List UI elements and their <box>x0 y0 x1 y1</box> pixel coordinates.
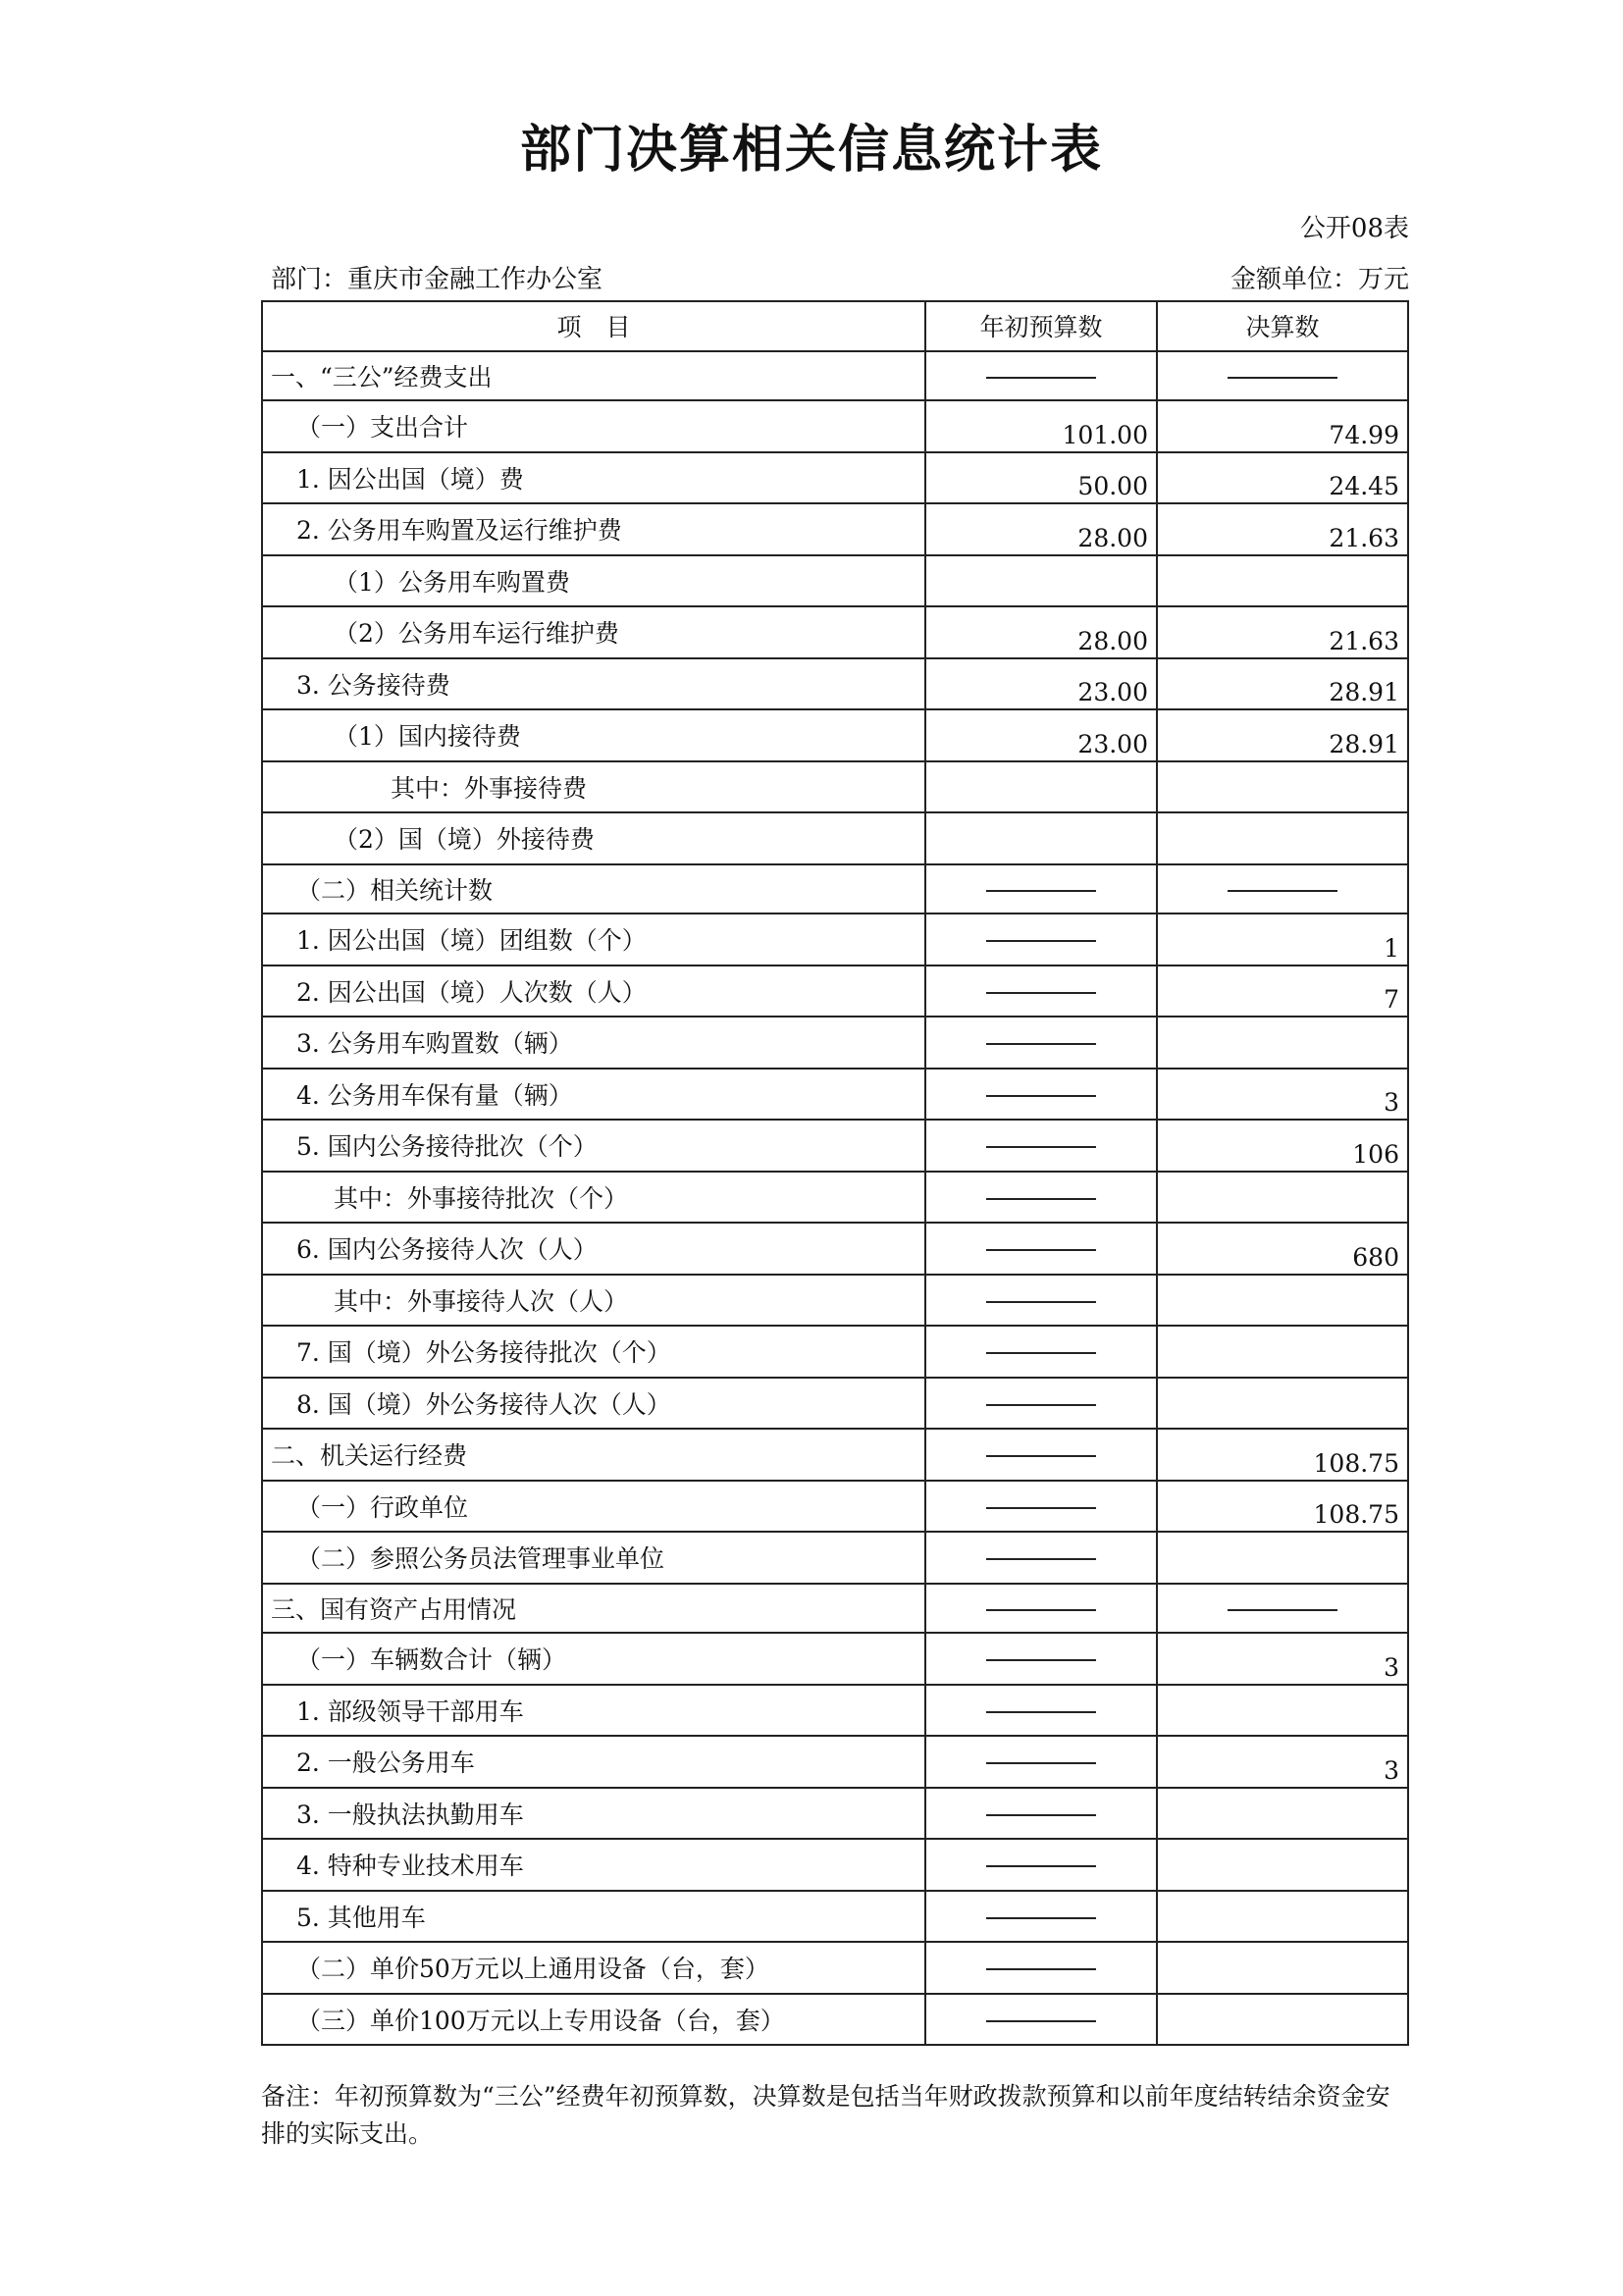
not-applicable-dash <box>986 1659 1096 1661</box>
cell-budget <box>925 1891 1157 1943</box>
row-label: （1）公务用车购置费 <box>262 555 925 607</box>
row-label: （2）公务用车运行维护费 <box>262 606 925 658</box>
cell-budget <box>925 1378 1157 1430</box>
footnote: 备注：年初预算数为“三公”经费年初预算数，决算数是包括当年财政拨款预算和以前年度结转结余资金安排的实际支出。 <box>261 2082 1390 2148</box>
not-applicable-dash <box>986 1455 1096 1457</box>
not-applicable-dash <box>986 2020 1096 2022</box>
table-row <box>262 1942 1408 1994</box>
table-row <box>262 965 1408 1018</box>
not-applicable-dash <box>986 890 1096 892</box>
row-label: （二）参照公务员法管理事业单位 <box>262 1532 925 1584</box>
cell-final <box>1157 1994 1408 2046</box>
cell-budget: 23.00 <box>925 709 1157 761</box>
cell-final: 108.75 <box>1157 1429 1408 1481</box>
cell-budget <box>925 1633 1157 1685</box>
cell-budget <box>925 1326 1157 1378</box>
table-row <box>262 1326 1408 1378</box>
cell-budget: 28.00 <box>925 606 1157 658</box>
table-row <box>262 658 1408 710</box>
cell-final: 74.99 <box>1157 400 1408 452</box>
table-row <box>262 761 1408 813</box>
not-applicable-dash <box>1228 377 1337 379</box>
cell-final: 3 <box>1157 1633 1408 1685</box>
table-row <box>262 709 1408 761</box>
not-applicable-dash <box>1228 1609 1337 1611</box>
header-budget: 年初预算数 <box>925 301 1157 351</box>
not-applicable-dash <box>986 1043 1096 1045</box>
row-label: 5. 其他用车 <box>262 1891 925 1943</box>
not-applicable-dash <box>986 377 1096 379</box>
row-label: 1. 因公出国（境）团组数（个） <box>262 913 925 965</box>
cell-final <box>1157 1584 1408 1634</box>
table-row <box>262 400 1408 452</box>
row-label: 二、机关运行经费 <box>262 1429 925 1481</box>
cell-final: 108.75 <box>1157 1481 1408 1533</box>
cell-budget <box>925 1429 1157 1481</box>
table-row <box>262 1120 1408 1172</box>
amount-unit-label: 金额单位：万元 <box>1230 265 1409 294</box>
not-applicable-dash <box>986 1917 1096 1919</box>
row-label: 1. 因公出国（境）费 <box>262 452 925 504</box>
table-row <box>262 1584 1408 1634</box>
row-label: 1. 部级领导干部用车 <box>262 1685 925 1737</box>
cell-final: 1 <box>1157 913 1408 965</box>
cell-budget: 28.00 <box>925 503 1157 555</box>
cell-budget <box>925 1120 1157 1172</box>
table-row <box>262 864 1408 914</box>
table-row <box>262 1275 1408 1327</box>
row-label: 3. 公务接待费 <box>262 658 925 710</box>
row-label: 3. 一般执法执勤用车 <box>262 1788 925 1840</box>
row-label: （一）行政单位 <box>262 1481 925 1533</box>
not-applicable-dash <box>986 1249 1096 1251</box>
table-row <box>262 1481 1408 1533</box>
row-label: 6. 国内公务接待人次（人） <box>262 1223 925 1275</box>
page-title: 部门决算相关信息统计表 <box>519 121 1103 180</box>
table-row <box>262 812 1408 864</box>
not-applicable-dash <box>986 1352 1096 1354</box>
table-code: 公开08表 <box>1299 214 1409 243</box>
not-applicable-dash <box>986 1711 1096 1713</box>
not-applicable-dash <box>986 1762 1096 1764</box>
row-label: （三）单价100万元以上专用设备（台，套） <box>262 1994 925 2046</box>
row-label: 其中：外事接待批次（个） <box>262 1172 925 1224</box>
not-applicable-dash <box>986 1558 1096 1560</box>
cell-budget: 101.00 <box>925 400 1157 452</box>
cell-final <box>1157 1378 1408 1430</box>
table-header-row <box>262 301 1408 351</box>
cell-final <box>1157 864 1408 914</box>
table-row <box>262 913 1408 965</box>
cell-final <box>1157 555 1408 607</box>
cell-final <box>1157 351 1408 401</box>
cell-budget <box>925 1532 1157 1584</box>
table-row <box>262 503 1408 555</box>
row-label: （二）相关统计数 <box>262 864 925 914</box>
cell-final <box>1157 1017 1408 1069</box>
statistics-table <box>261 300 1409 2046</box>
cell-final: 3 <box>1157 1069 1408 1121</box>
not-applicable-dash <box>1228 890 1337 892</box>
row-label: 2. 因公出国（境）人次数（人） <box>262 965 925 1018</box>
table-row <box>262 1172 1408 1224</box>
row-label: 4. 特种专业技术用车 <box>262 1839 925 1891</box>
table-row <box>262 452 1408 504</box>
cell-final: 3 <box>1157 1736 1408 1788</box>
cell-final <box>1157 1685 1408 1737</box>
table-row <box>262 606 1408 658</box>
cell-budget <box>925 555 1157 607</box>
cell-final: 21.63 <box>1157 606 1408 658</box>
cell-budget <box>925 351 1157 401</box>
cell-budget: 23.00 <box>925 658 1157 710</box>
row-label: 3. 公务用车购置数（辆） <box>262 1017 925 1069</box>
table-row <box>262 1017 1408 1069</box>
cell-final: 680 <box>1157 1223 1408 1275</box>
not-applicable-dash <box>986 1198 1096 1200</box>
row-label: （2）国（境）外接待费 <box>262 812 925 864</box>
table-row <box>262 1839 1408 1891</box>
table-row <box>262 1891 1408 1943</box>
cell-final: 7 <box>1157 965 1408 1018</box>
cell-budget: 50.00 <box>925 452 1157 504</box>
not-applicable-dash <box>986 1609 1096 1611</box>
row-label: （1）国内接待费 <box>262 709 925 761</box>
cell-final <box>1157 1788 1408 1840</box>
row-label: 4. 公务用车保有量（辆） <box>262 1069 925 1121</box>
table-row <box>262 1532 1408 1584</box>
header-item: 项 目 <box>262 301 925 351</box>
table-row <box>262 1429 1408 1481</box>
cell-budget <box>925 1172 1157 1224</box>
cell-budget <box>925 761 1157 813</box>
table-row <box>262 1223 1408 1275</box>
table-row <box>262 1069 1408 1121</box>
cell-final: 106 <box>1157 1120 1408 1172</box>
row-label: 2. 一般公务用车 <box>262 1736 925 1788</box>
table-row <box>262 1736 1408 1788</box>
cell-budget <box>925 1736 1157 1788</box>
cell-final <box>1157 761 1408 813</box>
cell-budget <box>925 965 1157 1018</box>
table-row <box>262 1788 1408 1840</box>
not-applicable-dash <box>986 1507 1096 1509</box>
not-applicable-dash <box>986 992 1096 994</box>
cell-budget <box>925 1481 1157 1533</box>
cell-budget <box>925 1839 1157 1891</box>
not-applicable-dash <box>986 940 1096 942</box>
row-label: 8. 国（境）外公务接待人次（人） <box>262 1378 925 1430</box>
cell-budget <box>925 913 1157 965</box>
row-label: 一、“三公”经费支出 <box>262 351 925 401</box>
cell-budget <box>925 1275 1157 1327</box>
not-applicable-dash <box>986 1404 1096 1406</box>
table-row <box>262 1378 1408 1430</box>
not-applicable-dash <box>986 1865 1096 1867</box>
cell-final <box>1157 1839 1408 1891</box>
table-row <box>262 1994 1408 2046</box>
row-label: 7. 国（境）外公务接待批次（个） <box>262 1326 925 1378</box>
cell-budget <box>925 1994 1157 2046</box>
cell-final: 28.91 <box>1157 709 1408 761</box>
row-label: 2. 公务用车购置及运行维护费 <box>262 503 925 555</box>
cell-final: 24.45 <box>1157 452 1408 504</box>
cell-final <box>1157 812 1408 864</box>
cell-final <box>1157 1942 1408 1994</box>
row-label: 三、国有资产占用情况 <box>262 1584 925 1634</box>
cell-budget <box>925 1788 1157 1840</box>
row-label: 5. 国内公务接待批次（个） <box>262 1120 925 1172</box>
not-applicable-dash <box>986 1095 1096 1097</box>
row-label: 其中：外事接待人次（人） <box>262 1275 925 1327</box>
cell-budget <box>925 1017 1157 1069</box>
cell-budget <box>925 1942 1157 1994</box>
cell-final <box>1157 1172 1408 1224</box>
department-label: 部门：重庆市金融工作办公室 <box>271 265 603 294</box>
cell-final: 28.91 <box>1157 658 1408 710</box>
cell-budget <box>925 1069 1157 1121</box>
cell-budget <box>925 1685 1157 1737</box>
cell-budget <box>925 812 1157 864</box>
row-label: （一）支出合计 <box>262 400 925 452</box>
cell-budget <box>925 1223 1157 1275</box>
table-row <box>262 351 1408 401</box>
cell-budget <box>925 1584 1157 1634</box>
row-label: 其中：外事接待费 <box>262 761 925 813</box>
not-applicable-dash <box>986 1968 1096 1970</box>
row-label: （二）单价50万元以上通用设备（台，套） <box>262 1942 925 1994</box>
table-row <box>262 1633 1408 1685</box>
cell-budget <box>925 864 1157 914</box>
not-applicable-dash <box>986 1146 1096 1148</box>
row-label: （一）车辆数合计（辆） <box>262 1633 925 1685</box>
cell-final <box>1157 1326 1408 1378</box>
table-row <box>262 555 1408 607</box>
cell-final <box>1157 1891 1408 1943</box>
table-row <box>262 1685 1408 1737</box>
cell-final <box>1157 1275 1408 1327</box>
not-applicable-dash <box>986 1814 1096 1816</box>
not-applicable-dash <box>986 1301 1096 1303</box>
header-final: 决算数 <box>1157 301 1408 351</box>
cell-final <box>1157 1532 1408 1584</box>
cell-final: 21.63 <box>1157 503 1408 555</box>
